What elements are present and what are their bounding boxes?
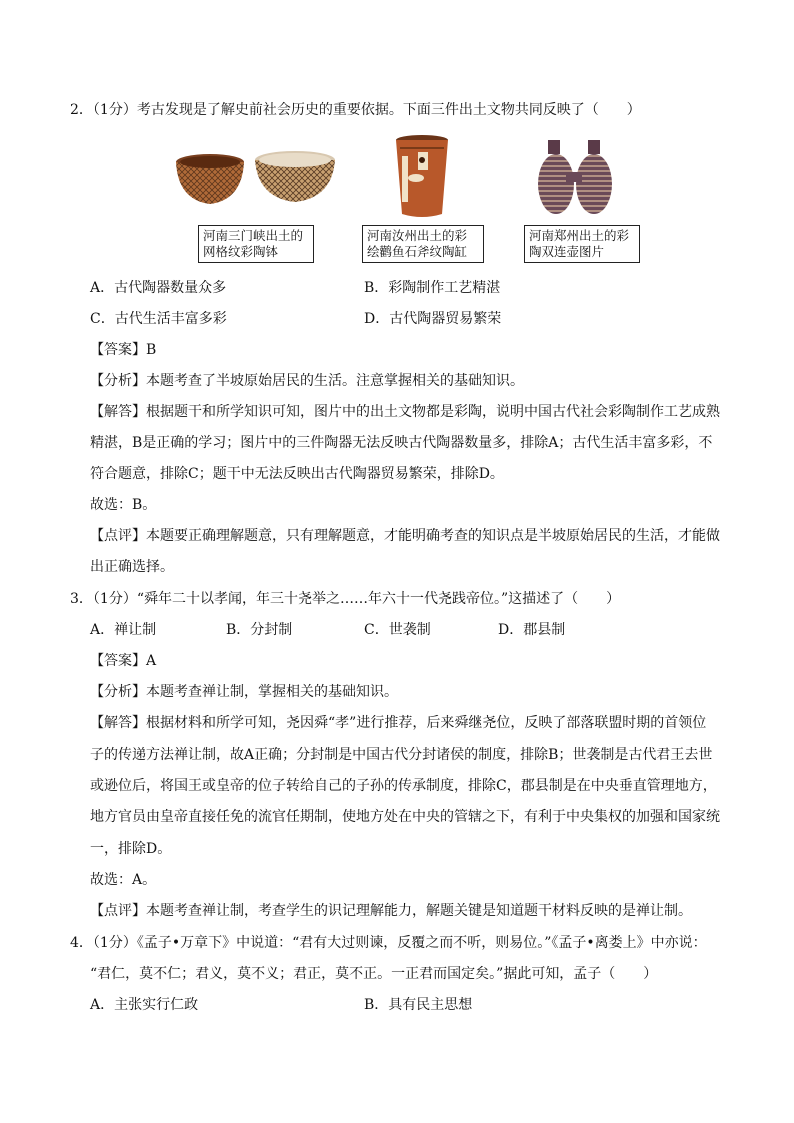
comment-text: 本题要正确理解题意，只有理解题意，才能明确考查的知识点是半坡原始居民的生活，才能做 — [146, 528, 720, 544]
solution-tag: 【解答】 — [90, 715, 146, 731]
caption-line: 河南三门峡出土的 — [203, 228, 304, 243]
q4-option-a: A．主张实行仁政 — [90, 997, 199, 1013]
q3-solution-line: 或逊位后，将国王或皇帝的位子转给自己的子孙的传承制度，排除C，郡县制是在中央垂直管理地方， — [90, 778, 717, 794]
answer-value: A — [146, 653, 157, 669]
q2-solution-line: 符合题意，排除C；题干中无法反映出古代陶器贸易繁荣，排除D。 — [90, 466, 504, 482]
comment-tag: 【点评】 — [90, 903, 146, 919]
q2-option-b: B．彩陶制作工艺精湛 — [364, 280, 501, 296]
q3-choice: 故选：A。 — [90, 872, 157, 888]
q2-choice: 故选：B。 — [90, 497, 157, 513]
q3-solution-line: 地方官员由皇帝直接任免的流官任期制，使地方处在中央的管辖之下，有利于中央集权的加强和国家统 — [90, 809, 720, 825]
q2-solution — [90, 402, 720, 422]
comment-tag: 【点评】 — [90, 528, 146, 544]
q3-option-d: D．郡县制 — [498, 622, 566, 638]
q2-option-d: D．古代陶器贸易繁荣 — [364, 311, 502, 327]
artifact-caption-1 — [198, 225, 314, 263]
answer-tag: 【答案】 — [90, 342, 146, 358]
artifact-caption-2 — [362, 225, 484, 263]
q3-option-c: C．世袭制 — [364, 622, 431, 638]
q3-option-b: B．分封制 — [226, 622, 293, 638]
analysis-tag: 【分析】 — [90, 684, 146, 700]
q3-option-a: A．禅让制 — [90, 622, 157, 638]
solution-text: 根据题干和所学知识可知，图片中的出土文物都是彩陶，说明中国古代社会彩陶制作工艺成熟 — [146, 404, 720, 420]
analysis-tag: 【分析】 — [90, 373, 146, 389]
analysis-text: 本题考查禅让制，掌握相关的基础知识。 — [146, 684, 398, 700]
q2-comment-line: 出正确选择。 — [90, 559, 174, 575]
q2-stem: 2．（1分）考古发现是了解史前社会历史的重要依据。下面三件出土文物共同反映了（ ） — [70, 102, 641, 118]
q2-option-a: A．古代陶器数量众多 — [90, 280, 227, 296]
q4-stem: 4．（1分）《孟子•万章下》中说道：“君有大过则谏，反覆之而不听，则易位。”《孟子•离娄上》中亦说： — [70, 935, 707, 951]
q3-analysis — [90, 682, 398, 702]
q2-analysis — [90, 371, 524, 391]
solution-tag: 【解答】 — [90, 404, 146, 420]
q4-stem-line: “君仁，莫不仁；君义，莫不义；君正，莫不正。一正君而国定矣。”据此可知，孟子（ ） — [90, 966, 658, 982]
analysis-text: 本题考查了半坡原始居民的生活。注意掌握相关的基础知识。 — [146, 373, 524, 389]
solution-text: 根据材料和所学可知，尧因舜“孝”进行推荐，后来舜继尧位，反映了部落联盟时期的首领位 — [146, 715, 707, 731]
answer-tag: 【答案】 — [90, 653, 146, 669]
q4-option-b: B．具有民主思想 — [364, 997, 473, 1013]
q3-solution — [90, 713, 706, 733]
double-pot-image — [536, 138, 616, 218]
q2-solution-line: 精湛，B是正确的学习；图片中的三件陶器无法反映古代陶器数量多，排除A；古代生活丰富多彩，不 — [90, 435, 713, 451]
comment-text: 本题考查禅让制，考查学生的识记理解能力，解题关键是知道题干材料反映的是禅让制。 — [146, 903, 692, 919]
q3-solution-line: 一，排除D。 — [90, 841, 172, 857]
caption-line: 河南汝州出土的彩 — [367, 228, 468, 243]
pottery-bowls-image — [170, 148, 350, 208]
q3-comment — [90, 901, 692, 921]
q2-answer — [90, 340, 156, 360]
q3-answer — [90, 651, 156, 671]
q3-solution-line: 子的传递方法禅让制，故A正确；分封制是中国古代分封诸侯的制度，排除B；世袭制是古代君王去世 — [90, 747, 713, 763]
caption-line: 绘鹳鱼石斧纹陶缸 — [367, 244, 468, 259]
caption-line: 网格纹彩陶钵 — [203, 244, 279, 259]
q3-stem: 3．（1分）“舜年二十以孝闻，年三十尧举之……年六十一代尧践帝位。”这描述了（ ） — [70, 591, 621, 607]
caption-line: 陶双连壶图片 — [529, 244, 605, 259]
q2-option-c: C．古代生活丰富多彩 — [90, 311, 227, 327]
q2-comment — [90, 526, 720, 546]
artifact-caption-3 — [524, 225, 640, 263]
painted-jar-image — [392, 134, 452, 220]
caption-line: 河南郑州出土的彩 — [529, 228, 630, 243]
answer-value: B — [146, 342, 157, 358]
